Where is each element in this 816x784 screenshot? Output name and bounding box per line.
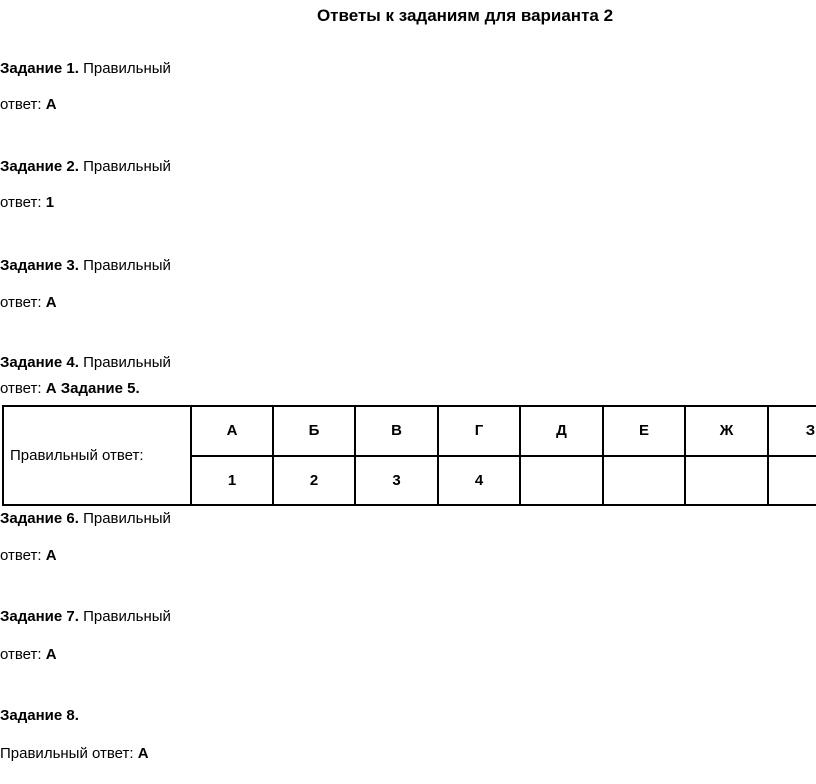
table-value-cell: 2 bbox=[273, 456, 355, 506]
task-7-heading bbox=[0, 608, 171, 626]
task-3-answer: А bbox=[45, 294, 57, 311]
task-2-heading bbox=[0, 158, 171, 176]
task-5-label: Задание 5. bbox=[60, 380, 140, 397]
task-6-label: Задание 6. bbox=[0, 510, 79, 527]
task-1-pre: Правильный bbox=[83, 60, 171, 77]
task-7-label: Задание 7. bbox=[0, 608, 79, 625]
task-7-answer: А bbox=[45, 646, 57, 663]
task-2-answer-prefix: ответ: bbox=[0, 194, 46, 211]
task-1-label: Задание 1. bbox=[0, 60, 79, 77]
table-header-cell: Б bbox=[273, 406, 355, 456]
task-7-pre: Правильный bbox=[83, 608, 171, 625]
task-6-answer-line bbox=[0, 547, 57, 565]
table-value-cell bbox=[520, 456, 603, 506]
task-8-answer: А bbox=[137, 745, 149, 762]
table-header-cell: Ж bbox=[685, 406, 768, 456]
table-value-cell bbox=[768, 456, 816, 506]
task-6-answer: А bbox=[45, 547, 57, 564]
task-1-answer-line bbox=[0, 96, 57, 114]
task-5-answer-table bbox=[2, 405, 816, 506]
task-4-pre: Правильный bbox=[83, 354, 171, 371]
task-3-label: Задание 3. bbox=[0, 257, 79, 274]
task-7-answer-line bbox=[0, 646, 57, 664]
task-1-answer: А bbox=[45, 96, 57, 113]
task-1-heading bbox=[0, 60, 171, 78]
task-3-answer-prefix: ответ: bbox=[0, 294, 46, 311]
task-6-pre: Правильный bbox=[83, 510, 171, 527]
table-header-cell: Е bbox=[603, 406, 685, 456]
task-8-label: Задание 8. bbox=[0, 707, 79, 724]
table-header-cell: А bbox=[191, 406, 273, 456]
task-2-answer-line bbox=[0, 194, 54, 212]
task-4-heading bbox=[0, 354, 171, 372]
task-4-answer: А bbox=[45, 380, 57, 397]
task-8-answer-line bbox=[0, 745, 149, 763]
task-5-table-wrap bbox=[2, 405, 816, 506]
table-header-cell: Д bbox=[520, 406, 603, 456]
table-value-cell bbox=[603, 456, 685, 506]
page-title: Ответы к заданиям для варианта 2 bbox=[316, 6, 614, 25]
table-value-cell: 3 bbox=[355, 456, 438, 506]
task-7-answer-prefix: ответ: bbox=[0, 646, 46, 663]
task-2-pre: Правильный bbox=[83, 158, 171, 175]
table-header-cell: В bbox=[355, 406, 438, 456]
table-value-cell: 1 bbox=[191, 456, 273, 506]
table-value-cell: 4 bbox=[438, 456, 520, 506]
table-row bbox=[3, 406, 816, 456]
task-3-answer-line bbox=[0, 294, 57, 312]
task-4-label: Задание 4. bbox=[0, 354, 79, 371]
table-value-cell bbox=[685, 456, 768, 506]
table-header-cell: Г bbox=[438, 406, 520, 456]
task-8-heading bbox=[0, 707, 79, 725]
task-1-answer-prefix: ответ: bbox=[0, 96, 46, 113]
task-3-heading bbox=[0, 257, 171, 275]
task-4-answer-line bbox=[0, 380, 140, 398]
task-6-answer-prefix: ответ: bbox=[0, 547, 46, 564]
table-header-cell: З bbox=[768, 406, 816, 456]
task-2-answer: 1 bbox=[45, 194, 55, 211]
task-6-heading bbox=[0, 510, 171, 528]
task-4-answer-prefix: ответ: bbox=[0, 380, 46, 397]
task-3-pre: Правильный bbox=[83, 257, 171, 274]
task-2-label: Задание 2. bbox=[0, 158, 79, 175]
task-8-answer-prefix: Правильный ответ: bbox=[0, 745, 138, 762]
table-row-label: Правильный ответ: bbox=[3, 406, 191, 505]
